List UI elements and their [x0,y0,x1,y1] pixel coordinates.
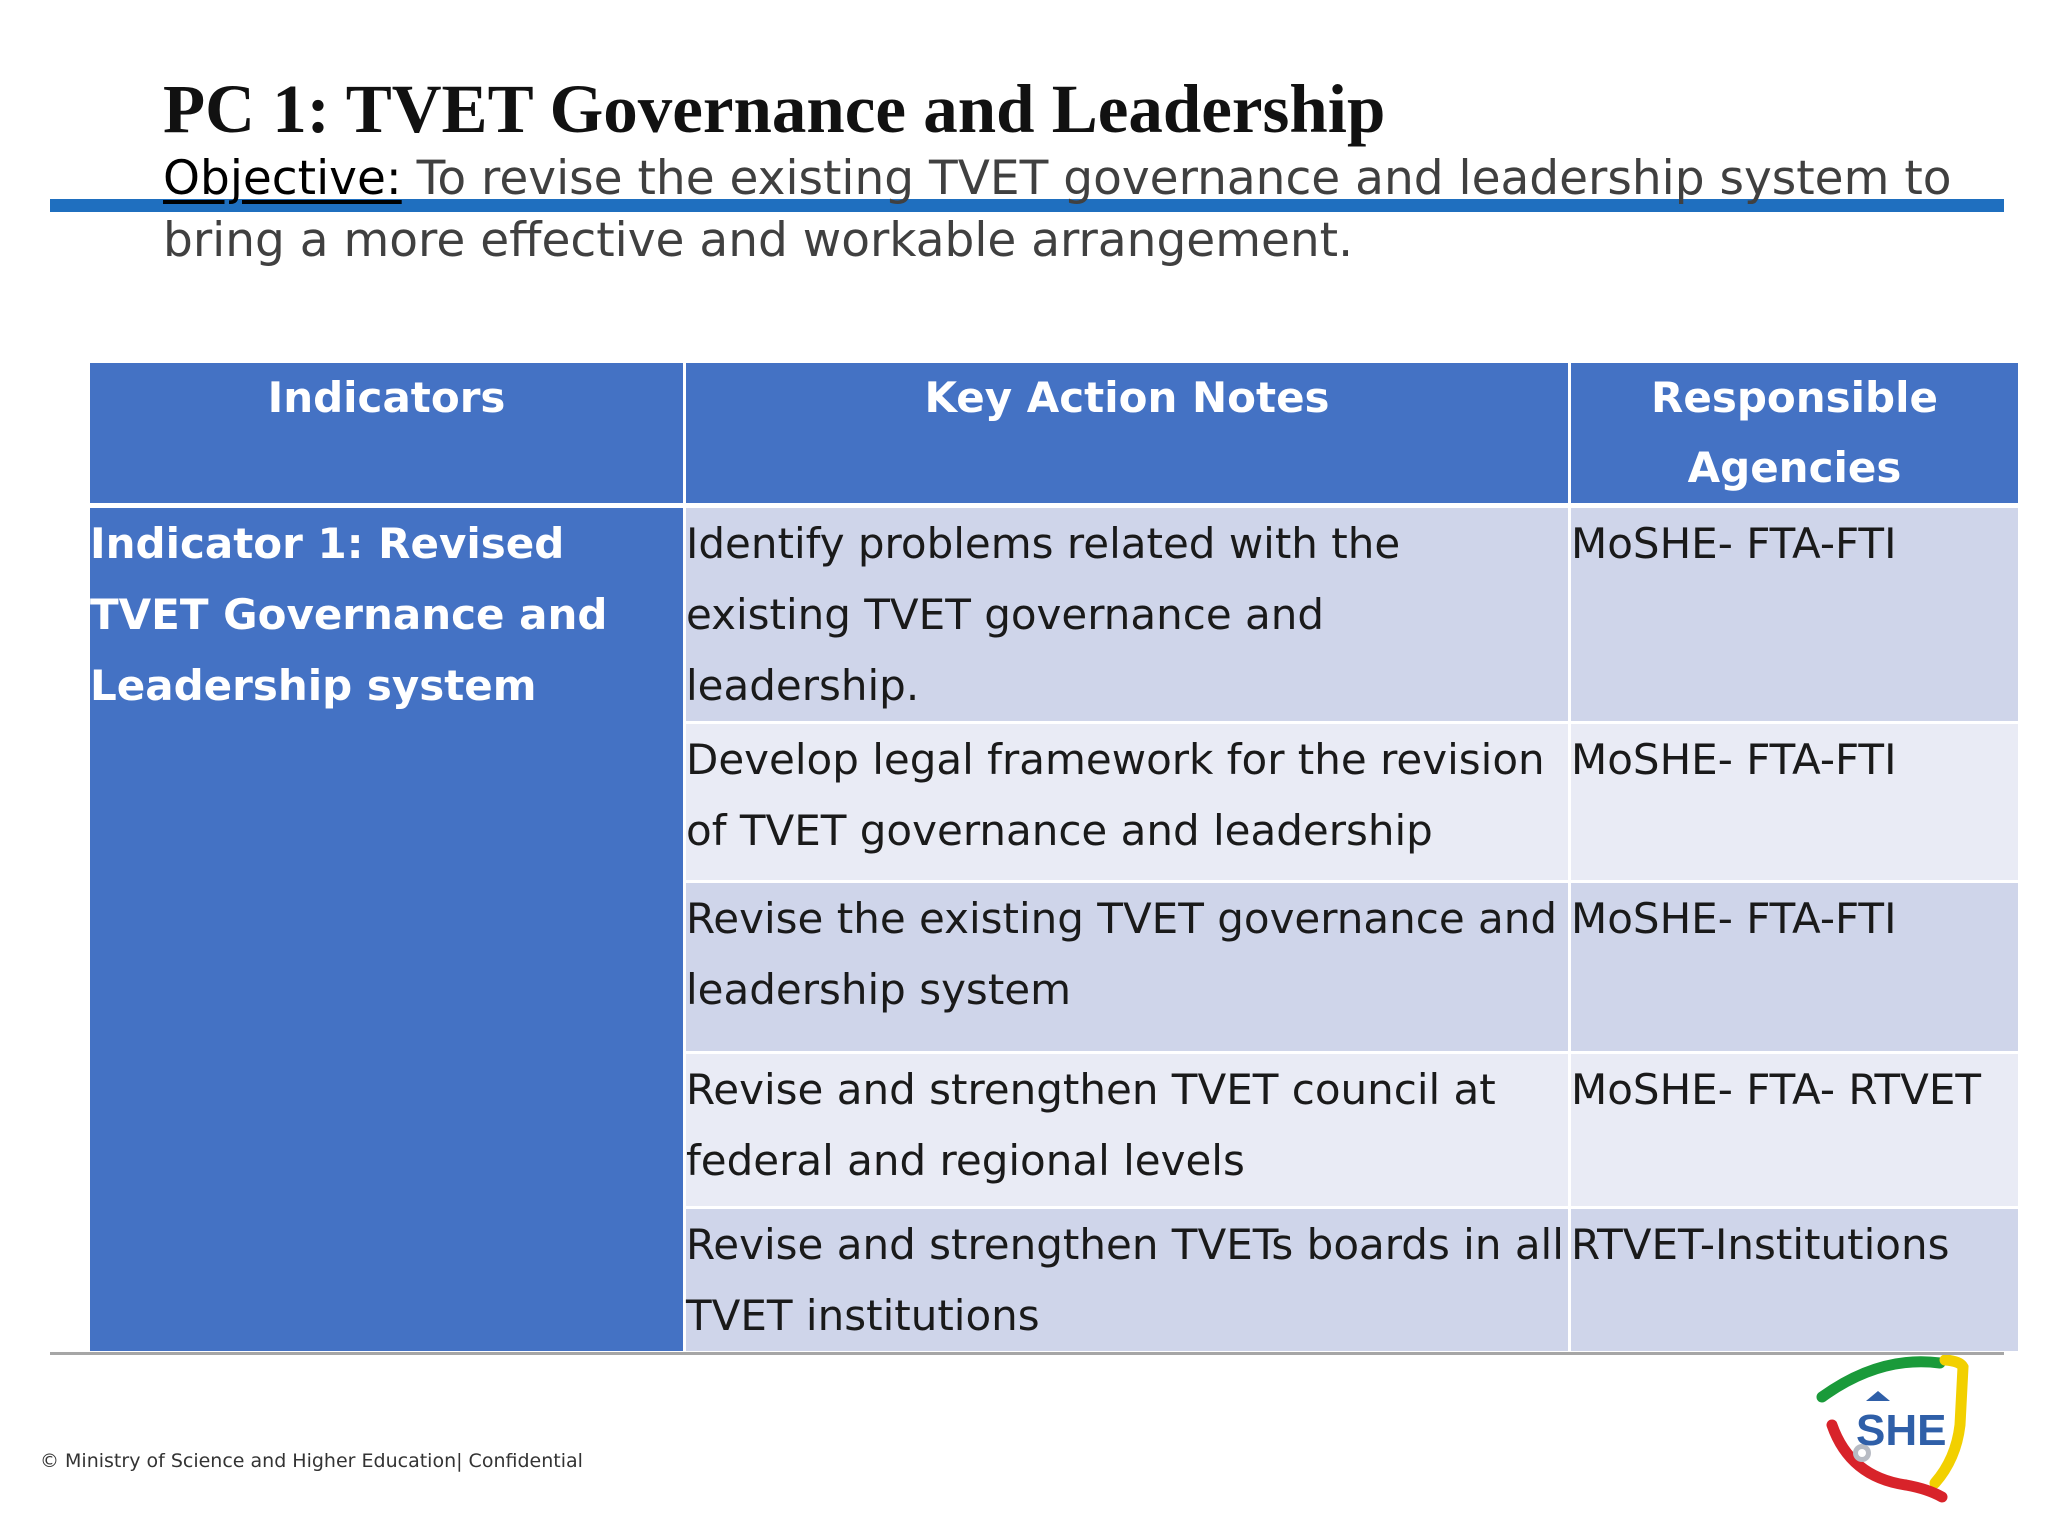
header-key-action-notes: Key Action Notes [685,362,1570,506]
header-indicators: Indicators [89,362,685,506]
objective-label: Objective: [163,151,402,206]
table-row [89,506,2020,723]
footer-divider [50,1352,2004,1355]
indicators-table [87,360,2021,1354]
action-cell: Identify problems related with the existing TVET governance and leadership. [685,506,1570,723]
moshe-logo-icon [1810,1355,2000,1505]
action-cell: Revise and strengthen TVETs boards in all TVET institutions [685,1208,1570,1353]
agency-cell: MoSHE- FTA-FTI [1570,723,2020,882]
objective-paragraph [163,148,1963,272]
objective-text: To revise the existing TVET governance and leadership system to bring a more effective and workable arrangement. [163,151,1952,268]
agency-cell: MoSHE- FTA- RTVET [1570,1053,2020,1208]
agency-cell: MoSHE- FTA-FTI [1570,882,2020,1053]
slide-title: PC 1: TVET Governance and Leadership [163,71,1386,147]
agency-cell: RTVET-Institutions [1570,1208,2020,1353]
action-cell: Revise the existing TVET governance and leadership system [685,882,1570,1053]
footer-copyright: © Ministry of Science and Higher Education| Confidential [40,1450,583,1472]
table-header-row [89,362,2020,506]
agency-cell: MoSHE- FTA-FTI [1570,506,2020,723]
header-responsible-agencies: Responsible Agencies [1570,362,2020,506]
action-cell: Develop legal framework for the revision of TVET governance and leadership [685,723,1570,882]
action-cell: Revise and strengthen TVET council at federal and regional levels [685,1053,1570,1208]
indicator-cell: Indicator 1: Revised TVET Governance and Leadership system [89,506,685,1353]
logo-lettering: SHE [1856,1406,1947,1455]
